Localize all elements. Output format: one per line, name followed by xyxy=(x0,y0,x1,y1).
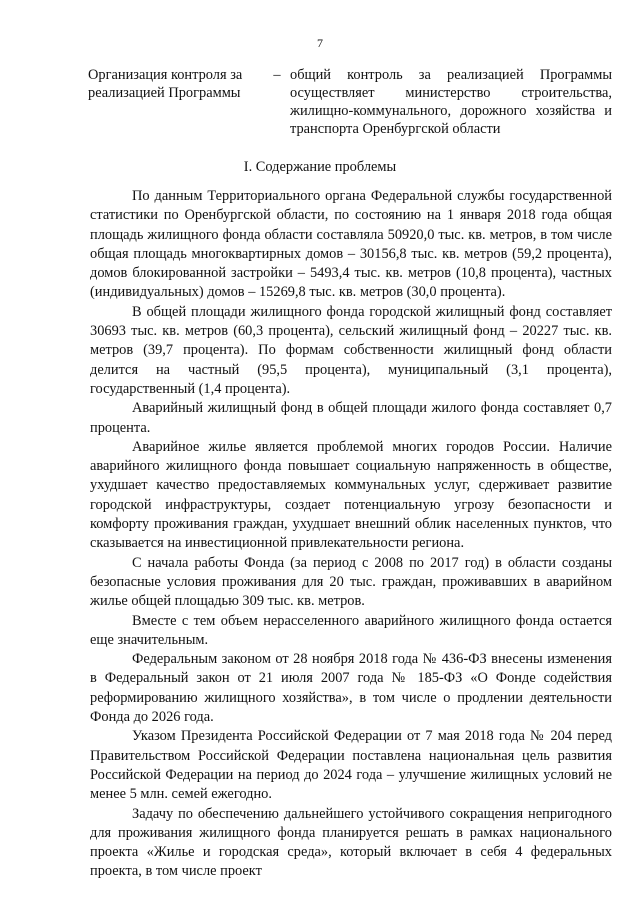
passport-row-value: общий контроль за реализацией Программы осуществляет министерство строительства, жилищно-коммунального, дорожного хозяйства и транспорта Оренбургской области xyxy=(290,67,612,137)
paragraph: В общей площади жилищного фонда городской жилищный фонд составляет 30693 тыс. кв. метров (60,3 процента), сельский жилищный фонд – 20227 тыс. кв. метров (39,7 процента). По формам собственности жилищный фонд области делится на частный (95,5 процента), муниципальный (3,1 процента), государственный (1,4 процента). xyxy=(90,303,612,397)
paragraph: Аварийный жилищный фонд в общей площади жилого фонда составляет 0,7 процента. xyxy=(90,400,612,436)
paragraph: Аварийное жилье является проблемой многих городов России. Наличие аварийного жилищного фонда повышает социальную напряженность в обществе, ухудшает качество предоставляемых коммунальных услуг, сдерживает развитие городской инфраструктуры, создает потенциальную угрозу безопасности и комфорту проживания граждан, ухудшает внешний облик населенных пунктов, что сказывается на инвестиционной привлекательности региона. xyxy=(90,438,612,552)
page-number: 7 xyxy=(317,36,323,50)
paragraph: По данным Территориального органа Федеральной службы государственной статистики по Оренбургской области, по состоянию на 1 января 2018 года общая площадь жилищного фонда области составляла 50920,0 тыс. кв. метров, в том числе общая площадь многоквартирных домов – 30156,8 тыс. кв. метров (59,2 процента), домов блокированной застройки – 5493,4 тыс. кв. метров (10,8 процента), частных (индивидуальных) домов – 15269,8 тыс. кв. метров (30,0 процента). xyxy=(90,188,612,301)
paragraph: С начала работы Фонда (за период с 2008 по 2017 год) в области созданы безопасные условия проживания для 20 тыс. граждан, проживавших в аварийном жилье общей площадью 309 тыс. кв. метров. xyxy=(90,554,612,610)
passport-row-dash: – xyxy=(273,67,281,83)
section-title: I. Содержание проблемы xyxy=(243,159,397,175)
passport-row-label: Организация контроля за реализацией Программы xyxy=(88,67,243,101)
paragraph: Вместе с тем объем нерасселенного аварийного жилищного фонда остается еще значительным. xyxy=(90,612,612,648)
body-text xyxy=(90,187,612,882)
paragraph: Указом Президента Российской Федерации от 7 мая 2018 года № 204 перед Правительством Российской Федерации поставлена национальная цель развития Российской Федерации на период до 2024 года – улучшение жилищных условий не менее 5 млн. семей ежегодно. xyxy=(90,728,612,803)
paragraph: Задачу по обеспечению дальнейшего устойчивого сокращения непригодного для проживания жилищного фонда планируется решать в рамках национального проекта «Жилье и городская среда», который включает в себя 4 федеральных проекта, в том числе проект xyxy=(90,805,612,880)
paragraph: Федеральным законом от 28 ноября 2018 года № 436-ФЗ внесены изменения в Федеральный закон от 21 июля 2007 года № 185-ФЗ «О Фонде содействия реформированию жилищного хозяйства», в том числе о продлении деятельности Фонда до 2026 года. xyxy=(90,651,612,726)
